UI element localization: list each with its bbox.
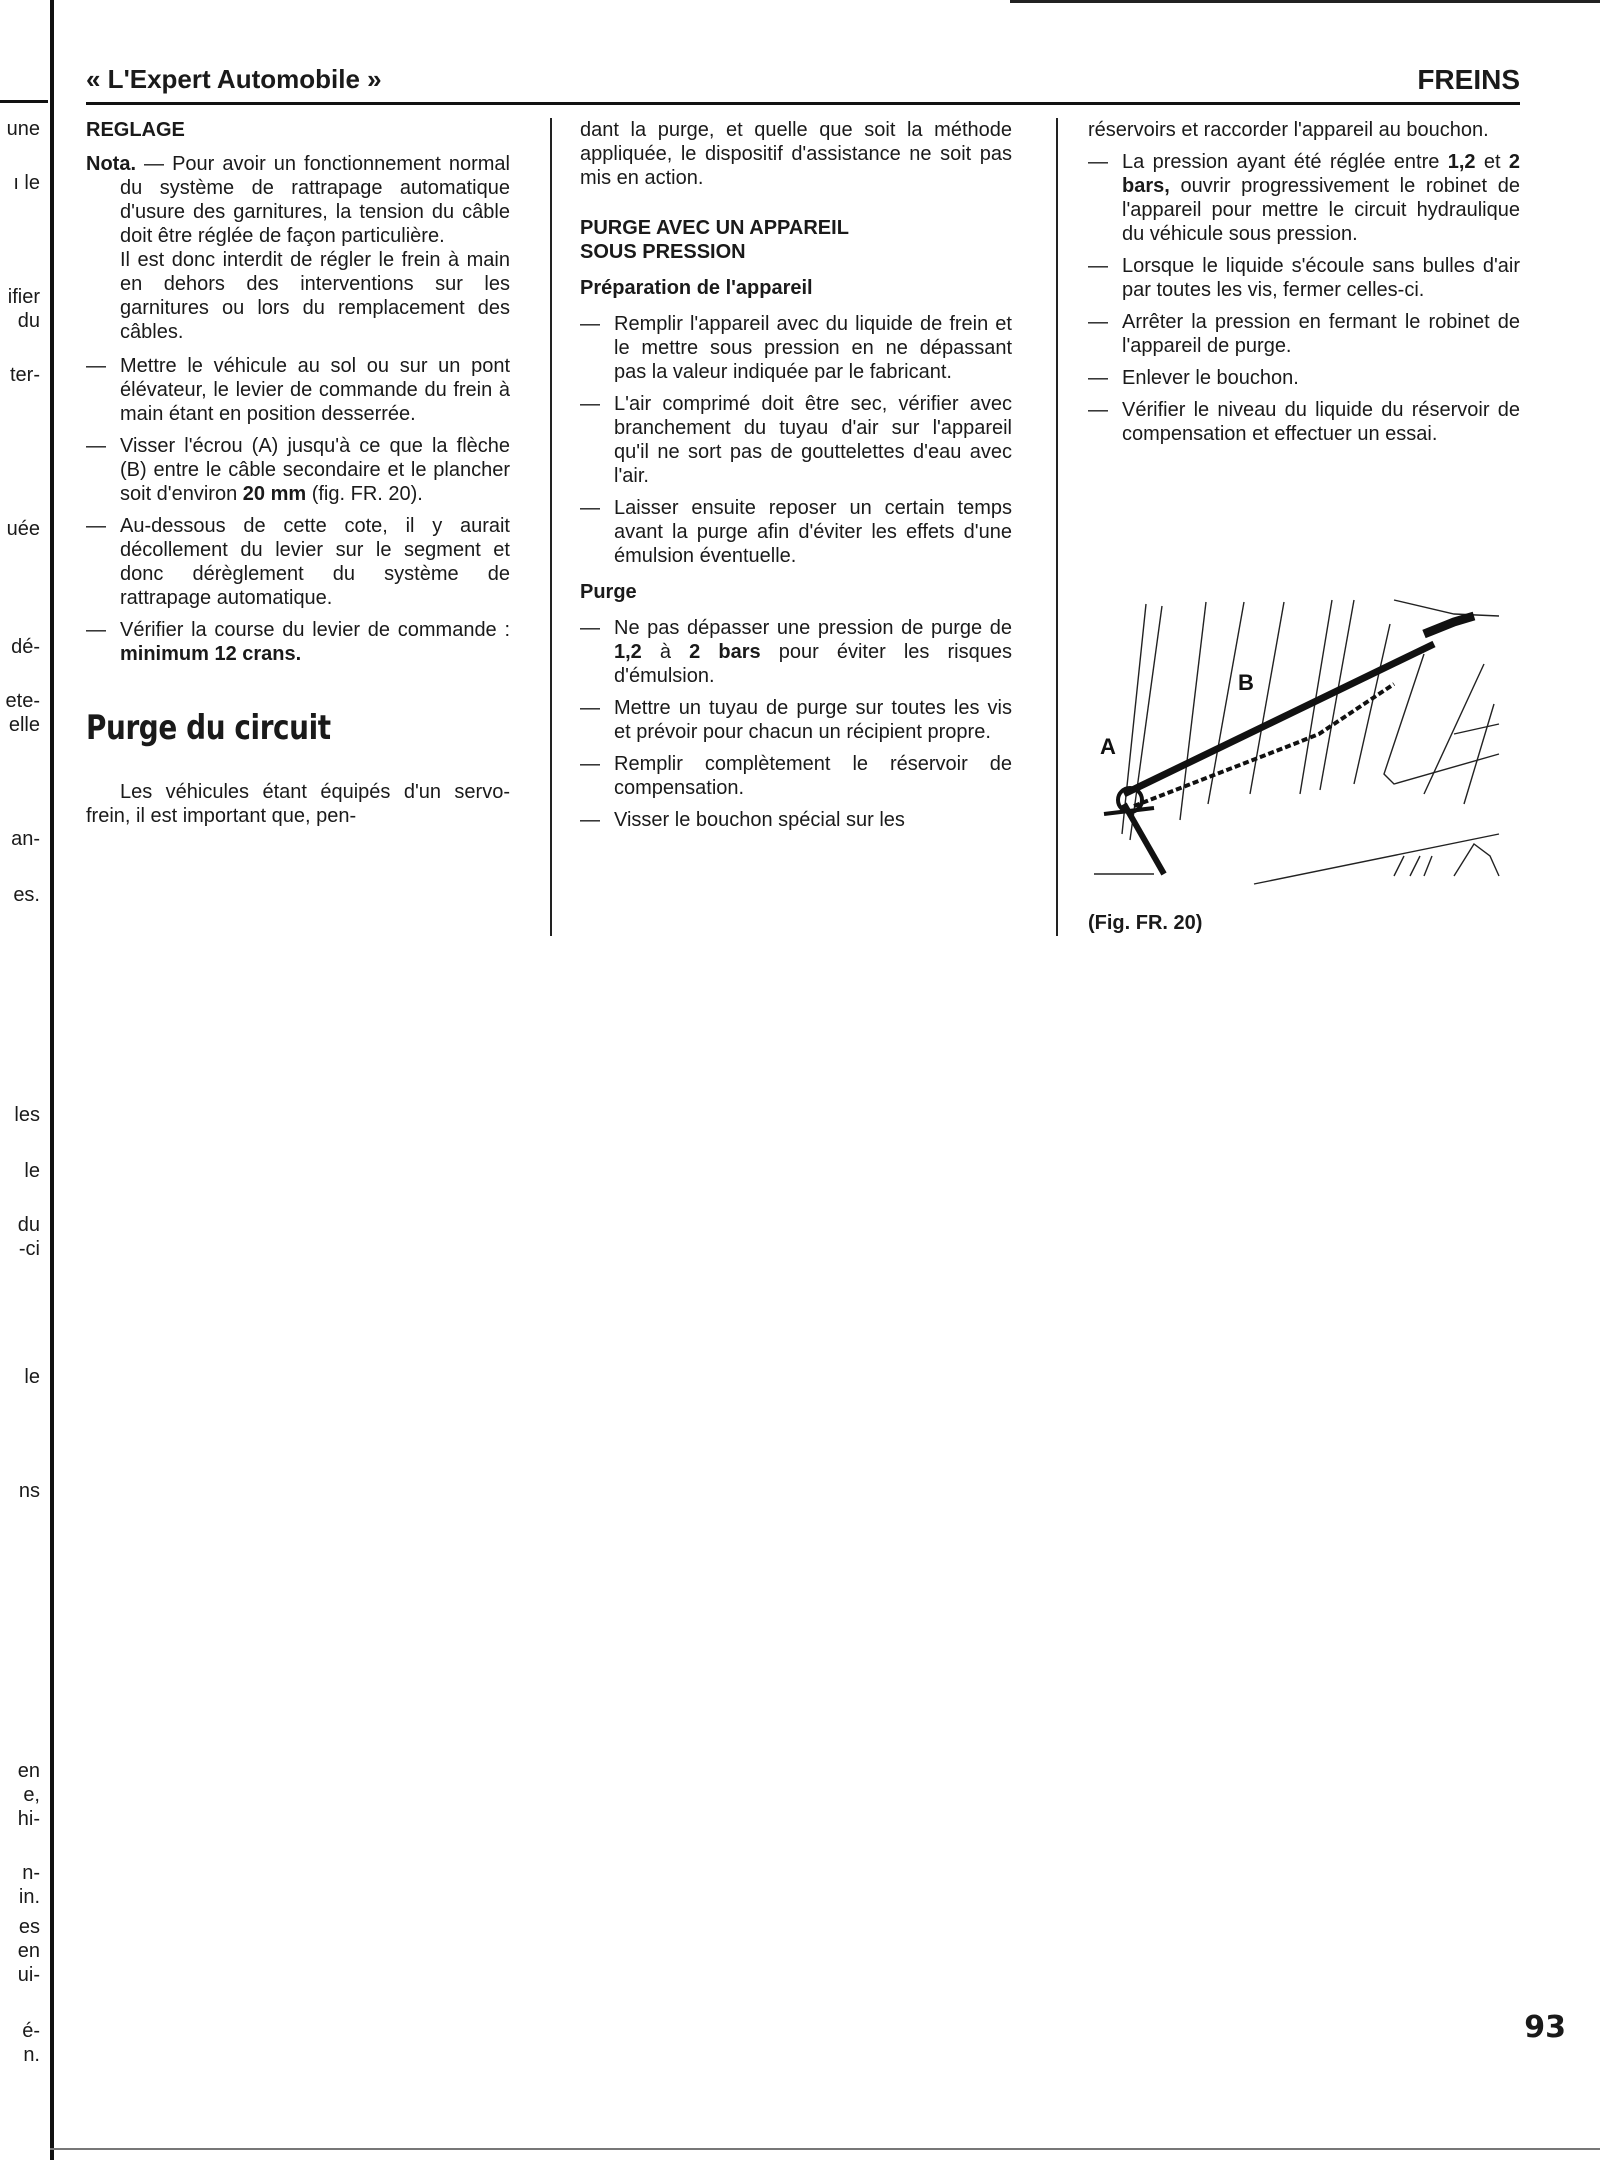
- facing-page-fragment: e,: [23, 1784, 40, 1806]
- list-item: — Mettre un tuyau de purge sur toutes les vis et prévoir pour chacun un récipient propre.: [580, 697, 1012, 743]
- floor-line: [1254, 834, 1499, 884]
- frame-line: [1394, 600, 1499, 616]
- facing-page-fragment: ter-: [10, 364, 40, 386]
- figure-label-a: A: [1100, 734, 1116, 759]
- part-outline: [1454, 844, 1499, 876]
- spine-rule: [0, 100, 48, 103]
- list-item: — Visser l'écrou (A) jusqu'à ce que la flèche (B) entre le câble secondaire et le plancher soit d'environ 20 mm (fig. FR. 20).: [86, 435, 510, 505]
- list-item: — Vérifier le niveau du liquide du réservoir de compensation et effectuer un essai.: [1088, 399, 1520, 445]
- hatch: [1394, 856, 1404, 876]
- facing-page-fragment: en: [17, 1760, 40, 1782]
- facing-page-fragment: en: [17, 1940, 40, 1962]
- facing-page-fragment: an-: [11, 828, 40, 850]
- facing-page-fragment: ns: [18, 1480, 40, 1502]
- frame-line: [1180, 602, 1206, 820]
- frame-line: [1384, 654, 1499, 784]
- frame-line: [1250, 602, 1284, 794]
- nota-paragraph: [86, 152, 510, 344]
- facing-page-fragment: dé-: [11, 636, 40, 658]
- binding-line: [50, 0, 54, 2160]
- figure-caption: (Fig. FR. 20): [1088, 912, 1203, 934]
- subheading-purge: Purge: [580, 581, 637, 603]
- facing-page-fragment: in.: [18, 1886, 40, 1908]
- facing-page-fragment: es: [18, 1916, 40, 1938]
- facing-page-fragment: ui-: [17, 1964, 40, 1986]
- list-item: — Enlever le bouchon.: [1088, 367, 1299, 389]
- facing-page-fragment: ifier: [7, 286, 40, 308]
- facing-page-fragment: elle: [8, 714, 40, 736]
- secondary-cable: [1134, 684, 1394, 806]
- list-item: — Lorsque le liquide s'écoule sans bulles d'air par toutes les vis, fermer celles-ci.: [1088, 255, 1520, 301]
- facing-page-fragment: hi-: [17, 1808, 40, 1830]
- nota-label: Nota.: [86, 153, 136, 175]
- section-heading-reglage: REGLAGE: [86, 119, 185, 141]
- column-rule-1: [550, 118, 552, 936]
- list-item: — La pression ayant été réglée entre 1,2 et 2 bars, ouvrir progressivement le robinet de l'appareil pour mettre le circuit hydraulique du véhicule sous pression.: [1088, 151, 1521, 245]
- figure-fr20-brake-cable: [1094, 594, 1504, 894]
- facing-page-fragment: es.: [13, 884, 40, 906]
- primary-cable: [1124, 644, 1434, 794]
- list-item: — Vérifier la course du levier de commande : minimum 12 crans.: [86, 619, 510, 665]
- list-item: — Remplir complètement le réservoir de compensation.: [580, 753, 1012, 799]
- facing-page-fragment: é-: [22, 2020, 40, 2042]
- facing-page-fragment: le: [24, 1160, 40, 1182]
- facing-page-fragment: les: [14, 1104, 40, 1126]
- column-rule-2: [1056, 118, 1058, 936]
- nota-text: — Pour avoir un fonctionnement normal du système de rattrapage automatique d'usure des garnitures, la tension du câble doit être réglée de façon particulière.: [120, 153, 510, 247]
- top-rule: [1010, 0, 1600, 3]
- cable-end: [1424, 616, 1474, 634]
- subheading-preparation: Préparation de l'appareil: [580, 277, 813, 299]
- frame-line: [1464, 704, 1494, 804]
- section-title-purge: Purge du circuit: [86, 708, 331, 748]
- facing-page-fragment: du: [17, 310, 40, 332]
- frame-line: [1354, 624, 1390, 784]
- running-header-left: « L'Expert Automobile »: [86, 64, 382, 94]
- facing-page-fragment: du: [17, 1214, 40, 1236]
- facing-page-fragment: -ci: [18, 1238, 40, 1260]
- nota-text-2: Il est donc interdit de régler le frein à main en dehors des interventions sur les garnitures ou lors du remplacement des câbles.: [120, 249, 510, 343]
- list-item: — Visser le bouchon spécial sur les: [580, 809, 905, 831]
- facing-page-fragment: le: [24, 1366, 40, 1388]
- figure-label-b: B: [1238, 670, 1254, 695]
- bottom-rule: [50, 2148, 1600, 2150]
- facing-page-fragment: uée: [6, 518, 40, 540]
- list-item: — L'air comprimé doit être sec, vérifier avec branchement du tuyau d'air sur l'appareil qu'il ne sort pas de gouttelettes d'eau avec l'air.: [580, 393, 1012, 487]
- frame-line: [1454, 724, 1499, 734]
- facing-page-fragment: une: [6, 118, 40, 140]
- column-3: [1088, 118, 1520, 454]
- intro-paragraph: Les véhicules étant équipés d'un servo-frein, il est important que, pen-: [86, 781, 510, 827]
- hatch: [1424, 856, 1432, 876]
- list-item: — Au-dessous de cette cote, il y aurait décollement du levier sur le segment et donc dérèglement du système de rattrapage automatique.: [86, 515, 510, 609]
- list-item: — Laisser ensuite reposer un certain temps avant la purge afin d'éviter les effets d'une émulsion éventuelle.: [580, 497, 1012, 567]
- facing-page-fragment: n-: [22, 1862, 40, 1884]
- facing-page-fragment: n.: [23, 2044, 40, 2066]
- column-2: [580, 118, 1012, 840]
- running-header-right: FREINS: [1417, 64, 1520, 95]
- continued-paragraph: dant la purge, et quelle que soit la méthode appliquée, le dispositif d'assistance ne soit pas mis en action.: [580, 119, 1012, 189]
- continued-paragraph: réservoirs et raccorder l'appareil au bouchon.: [1088, 119, 1489, 141]
- list-item: — Mettre le véhicule au sol ou sur un pont élévateur, le levier de commande du frein à main étant en position desserrée.: [86, 355, 510, 425]
- list-item: — Arrêter la pression en fermant le robinet de l'appareil de purge.: [1088, 311, 1520, 357]
- facing-page-fragment: ete-: [5, 690, 40, 712]
- section-heading-purge-appareil: PURGE AVEC UN APPAREIL SOUS PRESSION: [580, 217, 849, 263]
- page-number: 93: [1524, 2010, 1566, 2045]
- column-1: [86, 118, 510, 828]
- hatch: [1410, 856, 1420, 876]
- list-item: — Remplir l'appareil avec du liquide de frein et le mettre sous pression en ne dépassant pas la valeur indiquée par le fabricant.: [580, 313, 1012, 383]
- header-rule: [86, 102, 1520, 105]
- facing-page-fragment: ı le: [13, 172, 40, 194]
- list-item: — Ne pas dépasser une pression de purge de 1,2 à 2 bars pour éviter les risques d'émulsion.: [580, 617, 1012, 687]
